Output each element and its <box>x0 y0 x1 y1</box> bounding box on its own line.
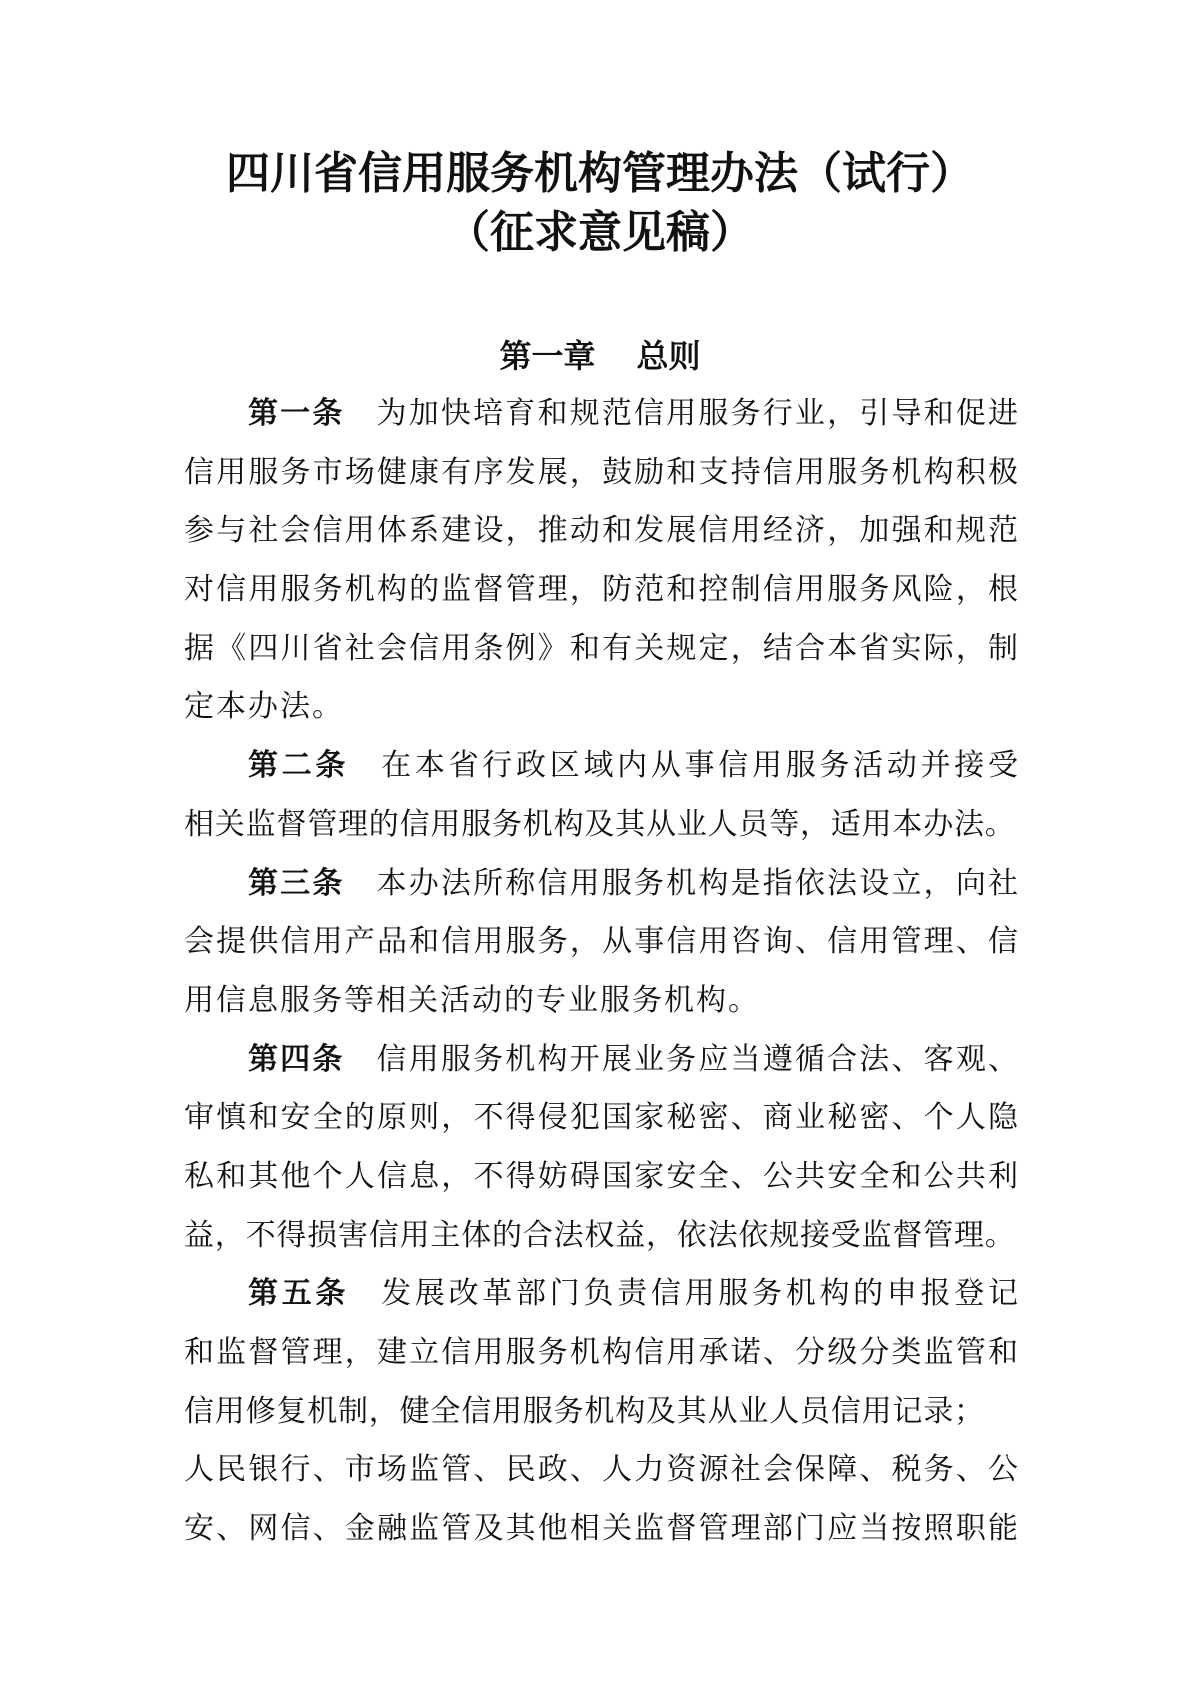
article-line <box>184 1265 1020 1324</box>
article-line: 据《四川省社会信用条例》和有关规定，结合本省实际，制 <box>184 630 1020 666</box>
article-line: 私和其他个人信息，不得妨碍国家安全、公共安全和公共利 <box>184 1158 1020 1194</box>
article-line: 对信用服务机构的监督管理，防范和控制信用服务风险，根 <box>184 572 1020 608</box>
article-line <box>184 737 1020 796</box>
document-body <box>184 385 1020 1559</box>
article-line: 用信息服务等相关活动的专业服务机构。 <box>184 982 760 1018</box>
article-text: 信用服务机构开展业务应当遵循合法、客观、 <box>376 1041 1021 1077</box>
article-line: 人民银行、市场监管、民政、人力资源社会保障、税务、公 <box>184 1452 1020 1488</box>
article-label: 第三条 <box>248 865 345 901</box>
article-line: 安、网信、金融监管及其他相关监督管理部门应当按照职能 <box>184 1511 1020 1547</box>
document-title-block <box>0 144 1200 262</box>
article-label: 第五条 <box>248 1276 350 1312</box>
article-line <box>184 1031 1020 1090</box>
chapter-title: 总则 <box>636 337 701 375</box>
chapter-heading <box>0 327 1200 386</box>
article-text: 为加快培育和规范信用服务行业，引导和促进 <box>376 396 1021 431</box>
article-text: 本办法所称信用服务机构是指依法设立，向社 <box>376 865 1021 901</box>
document-title: 四川省信用服务机构管理办法（试行） <box>226 148 974 199</box>
article-line: 相关监督管理的信用服务机构及其从业人员等，适用本办法。 <box>184 806 1016 842</box>
article-line: 参与社会信用体系建设，推动和发展信用经济，加强和规范 <box>184 513 1020 549</box>
article-line <box>184 855 1020 914</box>
article-line: 益，不得损害信用主体的合法权益，依法依规接受监督管理。 <box>184 1217 1016 1253</box>
article-line: 审慎和安全的原则，不得侵犯国家秘密、商业秘密、个人隐 <box>184 1100 1020 1136</box>
article-line: 和监督管理，建立信用服务机构信用承诺、分级分类监管和 <box>184 1335 1020 1370</box>
article-text: 在本省行政区域内从事信用服务活动并接受 <box>381 748 1021 784</box>
article-label: 第二条 <box>248 748 350 784</box>
article-line: 信用修复机制，健全信用服务机构及其从业人员信用记录； <box>184 1393 985 1429</box>
document-subtitle: （征求意见稿） <box>446 207 754 258</box>
article-label: 第一条 <box>248 396 345 431</box>
article-line: 信用服务市场健康有序发展，鼓励和支持信用服务机构积极 <box>184 454 1020 490</box>
article-label: 第四条 <box>248 1041 345 1077</box>
chapter-number: 第一章 <box>499 337 596 375</box>
article-line: 定本办法。 <box>184 689 344 725</box>
article-text: 发展改革部门负责信用服务机构的申报登记 <box>381 1276 1021 1312</box>
article-line <box>184 385 1020 444</box>
article-line: 会提供信用产品和信用服务，从事信用咨询、信用管理、信 <box>184 924 1020 960</box>
